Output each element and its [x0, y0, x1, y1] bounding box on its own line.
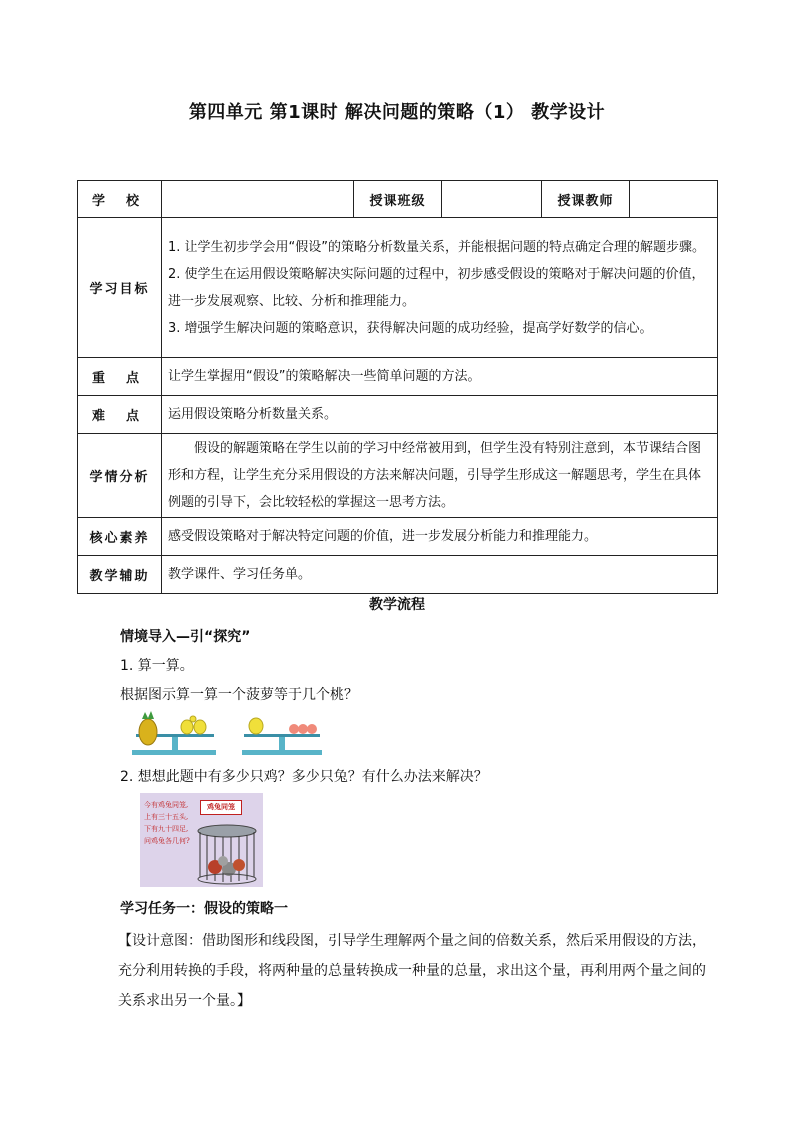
value-class — [442, 181, 542, 218]
lesson-info-table — [77, 180, 718, 594]
goal-item: 3. 增强学生解决问题的策略意识，获得解决问题的成功经验，提高学好数学的信心。 — [168, 320, 653, 336]
row-goals — [78, 218, 718, 358]
value-aids: 教学课件、学习任务单。 — [162, 556, 718, 594]
flow-title: 教学流程 — [369, 597, 425, 613]
cage-icon — [195, 823, 259, 885]
row-literacy — [78, 518, 718, 556]
value-teacher — [630, 181, 718, 218]
chicken-rabbit-cage-illustration — [140, 793, 263, 887]
goal-item: 2. 使学生在运用假设策略解决实际问题的过程中，初步感受假设的策略对于解决问题的价值，进一步发展观察、比较、分析和推理能力。 — [168, 266, 705, 309]
label-aids: 教学辅助 — [78, 556, 162, 594]
row-difficulty — [78, 396, 718, 434]
poster-title: 鸡兔同笼 — [200, 800, 242, 815]
balance-scale-pineapple-illustration — [130, 710, 220, 756]
row-analysis — [78, 434, 718, 518]
label-class: 授课班级 — [354, 181, 442, 218]
value-goals — [162, 218, 718, 358]
poem-line: 今有鸡兔同笼, — [144, 801, 189, 809]
design-intent: 【设计意图：借助图形和线段图，引导学生理解两个量之间的倍数关系，然后采用假设的方法，充分利用转换的手段，将两种量的总量转换成一种量的总量，求出这个量，再利用两个量之间的关系求出另一个量。】 — [118, 933, 706, 1009]
intro-heading: 情境导入—引“探究” — [120, 629, 251, 645]
item-1: 1. 算一算。 — [120, 658, 194, 674]
value-key-point: 让学生掌握用“假设”的策略解决一些简单问题的方法。 — [162, 358, 718, 396]
document-title: 第四单元 第1课时 解决问题的策略（1） 教学设计 — [188, 102, 606, 123]
label-teacher: 授课教师 — [542, 181, 630, 218]
label-difficulty: 难点 — [78, 396, 162, 434]
label-school: 学校 — [78, 181, 162, 218]
task1-heading: 学习任务一：假设的策略一 — [120, 901, 288, 917]
row-aids — [78, 556, 718, 594]
poem-line: 问鸡兔各几何? — [144, 837, 190, 845]
poem-block — [144, 799, 190, 847]
balance-scale-peach-illustration — [240, 716, 324, 756]
label-goals: 学习目标 — [78, 218, 162, 358]
value-analysis: 假设的解题策略在学生以前的学习中经常被用到，但学生没有特别注意到，本节课结合图形和方程，让学生充分采用假设的方法来解决问题，引导学生形成这一解题思考，学生在具体例题的引导下，会比较轻松的掌握这一思考方法。 — [162, 434, 718, 518]
row-key-point — [78, 358, 718, 396]
value-literacy: 感受假设策略对于解决特定问题的价值，进一步发展分析能力和推理能力。 — [162, 518, 718, 556]
value-school — [162, 181, 354, 218]
poem-line: 上有三十五头, — [144, 813, 189, 821]
label-literacy: 核心素养 — [78, 518, 162, 556]
row-school — [78, 181, 718, 218]
label-key-point: 重点 — [78, 358, 162, 396]
label-analysis: 学情分析 — [78, 434, 162, 518]
poem-line: 下有九十四足, — [144, 825, 189, 833]
item-2: 2. 想想此题中有多少只鸡？多少只兔？有什么办法来解决？ — [120, 769, 488, 785]
goal-item: 1. 让学生初步学会用“假设”的策略分析数量关系，并能根据问题的特点确定合理的解题步骤。 — [168, 239, 706, 255]
value-difficulty: 运用假设策略分析数量关系。 — [162, 396, 718, 434]
item-1-question: 根据图示算一算一个菠萝等于几个桃？ — [120, 687, 358, 703]
